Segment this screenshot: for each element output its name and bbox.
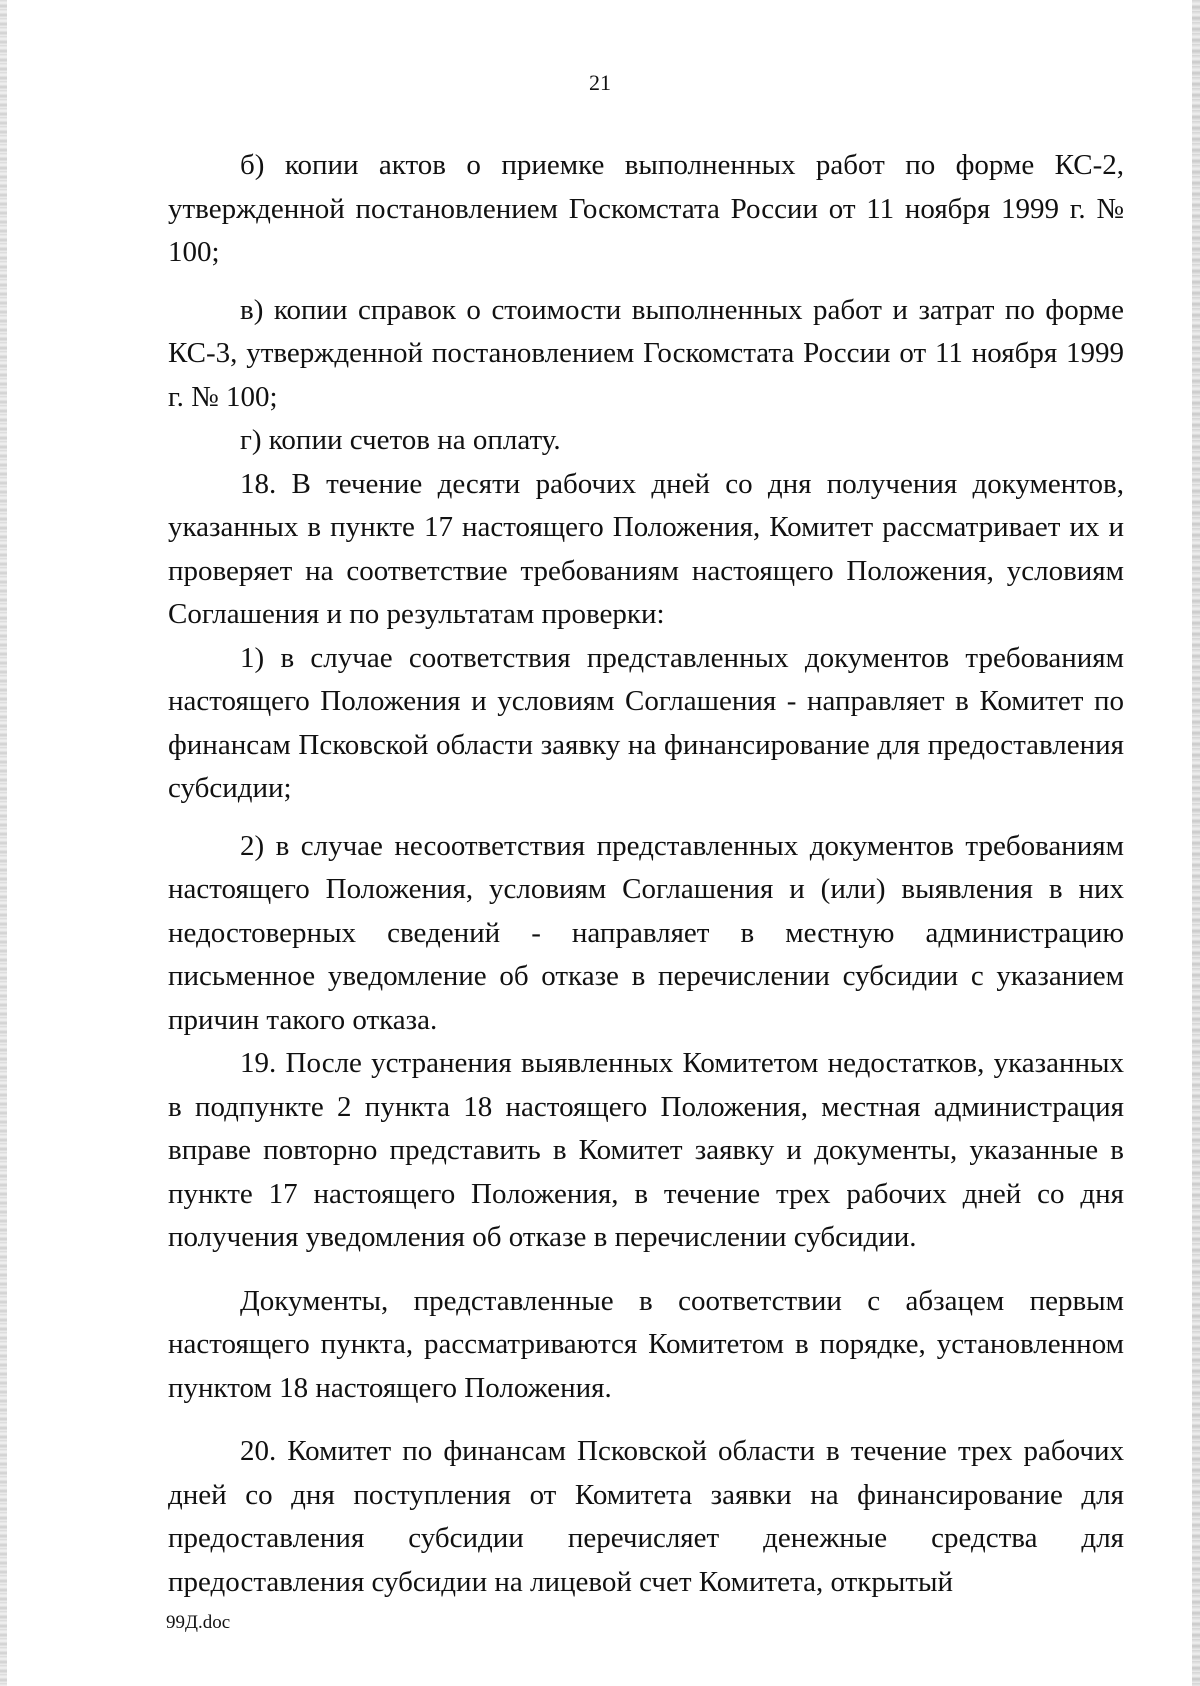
paragraph-19-documents: Документы, представленные в соответствии с абзацем первым настоящего пункта, рассматриваются Комитетом в порядке, установленном пунктом 18 настоящего Положения. [168, 1284, 1124, 1404]
paragraph-item-19: 19. После устранения выявленных Комитетом недостатков, указанных в подпункте 2 пункта 18 настоящего Положения, местная администрация вправе повторно представить в Комитет заявку и документы, указанные в пункте 17 настоящего Положения, в течение трех рабочих дней со дня получения уведомления об отказе в перечислении субсидии. [168, 1047, 1124, 1253]
paragraph-g-invoices: г) копии счетов на оплату. [240, 424, 561, 456]
paragraph-18-sub-1: 1) в случае соответствия представленных документов требованиям настоящего Положения и условиям Соглашения - направляет в Комитет по финансам Псковской области заявку на финансирование для предоставления субсидии; [168, 641, 1124, 804]
scan-edge-left [0, 0, 7, 1686]
document-body [168, 144, 1124, 1604]
paragraph-b-ks2: б) копии актов о приемке выполненных работ по форме КС-2, утвержденной постановлением Госкомстата России от 11 ноября 1999 г. № 100; [168, 149, 1124, 268]
paragraph-item-20: 20. Комитет по финансам Псковской области в течение трех рабочих дней со дня поступления от Комитета заявки на финансирование для предоставления субсидии перечисляет денежные средства для предоставления субсидии на лицевой счет Комитета, открытый [168, 1435, 1124, 1598]
page-number: 21 [589, 70, 611, 95]
scan-edge-right [1192, 0, 1200, 1686]
paragraph-18-sub-2: 2) в случае несоответствия представленных документов требованиям настоящего Положения, условиям Соглашения и (или) выявления в них недостоверных сведений - направляет в местную администрацию письменное уведомление об отказе в перечислении субсидии с указанием причин такого отказа. [168, 829, 1124, 1036]
footer-filename: 99Д.doc [166, 1612, 231, 1633]
paragraph-item-18: 18. В течение десяти рабочих дней со дня получения документов, указанных в пункте 17 настоящего Положения, Комитет рассматривает их и проверяет на соответствие требованиям настоящего Положения, условиям Соглашения и по результатам проверки: [168, 467, 1124, 630]
paragraph-v-ks3: в) копии справок о стоимости выполненных работ и затрат по форме КС-3, утвержденной постановлением Госкомстата России от 11 ноября 1999 г. № 100; [168, 293, 1124, 413]
